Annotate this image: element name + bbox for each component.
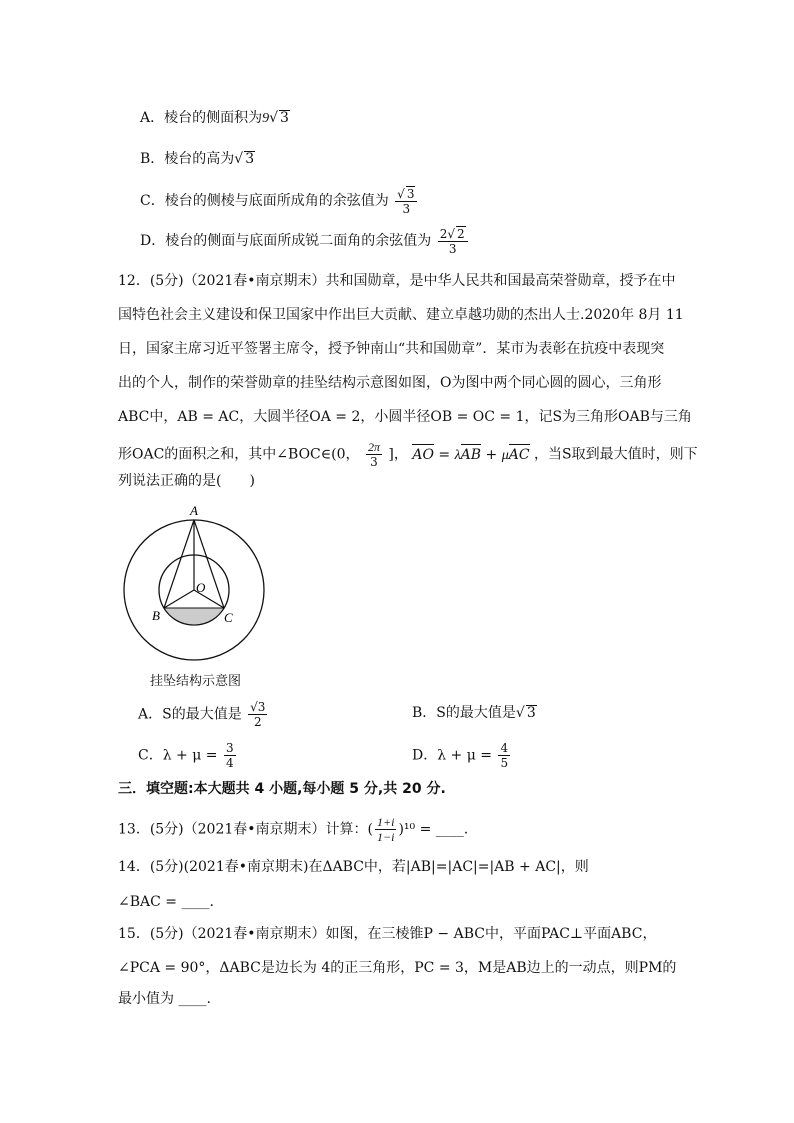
q11-option-c [140,186,419,216]
q12-line-2: 国特色社会主义建设和保卫国家中作出巨大贡献、建立卓越功勋的杰出人士.2020年 8月 11 [118,307,684,323]
q15-line-2: ∠PCA = 90°，ΔABC是边长为 4的正三角形，PC = 3，M是AB边上的一动点，则PM的 [118,960,677,976]
q12-option-b-radicand: 3 [526,705,536,721]
q12-line-6-mid: ]， [388,446,408,463]
q12-option-c [138,741,238,770]
label-a: A [190,503,198,518]
q12-option-a [138,700,269,729]
q11-option-c-den: 3 [402,202,411,216]
q11-option-d-num-rad: 2 [456,227,465,241]
q12-line-4: 出的个人，制作的荣誉勋章的挂坠结构示意图如图，O为图中两个同心圆的圆心，三角形 [118,375,662,391]
label-o: O [196,580,206,595]
segment-ab [164,520,194,608]
q12-option-a-num: √3 [250,700,266,714]
q11-option-a: A．棱台的侧面积为9√ 3 [140,110,289,126]
q13-tail: )¹⁰ = ____. [398,821,469,838]
section-3-heading: 三．填空题:本大题共 4 小题,每小题 5 分,共 20 分. [118,781,446,797]
q12-line-6-start: 形OAC的面积之和，其中∠BOC∈(0， [118,446,360,463]
q12-option-a-text: A．S的最大值是 [138,706,242,723]
q12-option-b-text: B．S的最大值是 [412,705,516,721]
q12-line-7: 列说法正确的是( ) [118,473,255,489]
pendant-structure-figure [118,500,278,665]
q12-vector-equation: AO = λAB + μAC [412,446,530,463]
q12-line-6 [118,440,698,469]
q12-line-5: ABC中，AB = AC，大圆半径OA = 2，小圆半径OB = OC = 1，记S为三角形OAB与三角 [118,409,692,425]
q12-option-c-text: C．λ + μ = [138,747,218,764]
q12-angle-den: 3 [370,455,378,469]
q11-option-d-den: 3 [448,242,457,256]
shaded-segment [164,608,224,625]
q12-option-d-fraction [498,741,510,770]
q11-option-b-text: B．棱台的高为 [140,151,235,167]
q11-option-a-text: A．棱台的侧面积为 [140,110,263,126]
q11-option-a-radicand: 3 [280,110,289,126]
q13-fraction [375,815,396,844]
q11-option-d-text: D．棱台的侧面与底面所成锐二面角的余弦值为 [140,233,432,249]
q13 [118,815,468,844]
q12-option-c-fraction [224,741,236,770]
q13-text: 13．(5分)（2021春•南京期末）计算：( [118,821,373,838]
q11-option-c-num: 3 [406,187,415,201]
q14-line-2: ∠BAC = ____. [118,894,214,910]
q12-option-a-den: 2 [253,715,262,729]
q12-line-1: 12．(5分)（2021春•南京期末）共和国勋章，是中华人民共和国最高荣誉勋章，授予在中 [118,273,676,289]
q12-angle-num: 2π [367,440,380,454]
figure-caption: 挂坠结构示意图 [150,674,242,689]
q12-line-3: 日，国家主席习近平签署主席令，授予钟南山“共和国勋章”．某市为表彰在抗疫中表现突 [118,341,665,357]
q11-option-d [140,226,470,256]
label-b: B [152,608,160,623]
q12-option-d-num: 4 [500,741,509,755]
q11-option-b: B．棱台的高为√ 3 [140,151,255,167]
q11-option-b-radicand: 3 [245,151,255,167]
q11-option-d-fraction: $\frac{2√ 2}{3}$ [438,226,468,256]
q15-line-1: 15．(5分)（2021春•南京期末）如图，在三棱锥P − ABC中，平面PAC⊥平面ABC， [118,926,657,942]
q14-line-1: 14．(5分)(2021春•南京期末)在ΔABC中，若|AB|=|AC|=|AB + AC|，则 [118,859,589,875]
q11-option-c-text: C．棱台的侧棱与底面所成角的余弦值为 [140,193,389,209]
q12-option-a-fraction [248,700,267,729]
q12-option-b: B．S的最大值是√ 3 [412,705,536,721]
q13-num: 1+i [377,815,395,829]
q11-option-a-value: 9 [262,111,270,126]
segment-ob [164,590,194,608]
q12-option-d-den: 5 [500,756,509,770]
q12-option-d-text: D．λ + μ = [412,747,493,764]
q12-option-c-num: 3 [225,741,234,755]
q12-angle-fraction [366,440,382,469]
q13-den: 1−i [377,830,395,844]
label-c: C [224,610,233,625]
q12-line-6-end: ，当S取到最大值时，则下 [534,446,698,463]
q11-option-c-fraction: $\frac{√ 3}{3}$ [395,186,417,216]
q15-line-3: 最小值为 ____. [118,991,211,1007]
q11-option-d-num-coef: 2 [439,227,448,241]
q12-option-d [412,741,512,770]
q12-option-c-den: 4 [225,756,234,770]
